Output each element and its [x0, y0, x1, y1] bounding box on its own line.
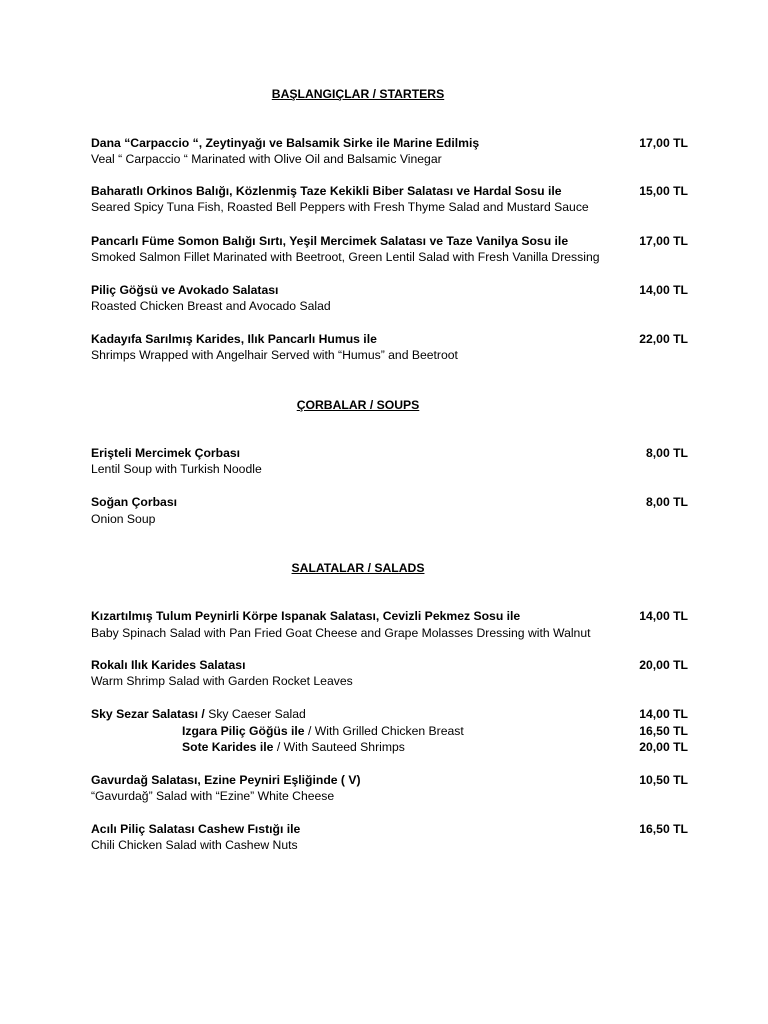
option-name: Izgara Piliç Göğüs ile [182, 724, 305, 738]
menu-item-description: Roasted Chicken Breast and Avocado Salad [91, 299, 331, 313]
menu-item-name: Sky Sezar Salatası / [91, 707, 205, 721]
menu-item-description: Seared Spicy Tuna Fish, Roasted Bell Peppers with Fresh Thyme Salad and Mustard Sauce [91, 200, 589, 214]
menu-item-description: Baby Spinach Salad with Pan Fried Goat Cheese and Grape Molasses Dressing with Walnut [91, 626, 591, 640]
menu-item-name: Gavurdağ Salatası, Ezine Peyniri Eşliğinde ( V) [91, 773, 361, 787]
menu-item-price: 8,00 TL [646, 495, 688, 509]
menu-item-price: 17,00 TL [639, 234, 688, 248]
menu-item-price: 14,00 TL [639, 707, 688, 721]
menu-item-description: Onion Soup [91, 512, 156, 526]
menu-item-price: 17,00 TL [639, 136, 688, 150]
option-price: 16,50 TL [639, 724, 688, 738]
menu-item-sezar [91, 706, 306, 722]
menu-item-description: Smoked Salmon Fillet Marinated with Beetroot, Green Lentil Salad with Fresh Vanilla Dressing [91, 250, 600, 264]
menu-item-price: 8,00 TL [646, 446, 688, 460]
menu-item-name: Piliç Göğsü ve Avokado Salatası [91, 283, 279, 297]
menu-item-name: Kızartılmış Tulum Peynirli Körpe Ispanak Salatası, Cevizli Pekmez Sosu ile [91, 609, 521, 623]
menu-item-price: 16,50 TL [639, 822, 688, 836]
menu-item-option [182, 723, 464, 739]
option-name: Sote Karides ile [182, 740, 274, 754]
menu-item-name: Kadayıfa Sarılmış Karides, Ilık Pancarlı Humus ile [91, 332, 377, 346]
menu-item-price: 15,00 TL [639, 184, 688, 198]
menu-item-price: 14,00 TL [639, 609, 688, 623]
section-heading-starters: BAŞLANGIÇLAR / STARTERS [271, 87, 445, 101]
menu-item-description: Chili Chicken Salad with Cashew Nuts [91, 838, 298, 852]
menu-item-description: Sky Caeser Salad [204, 707, 306, 721]
menu-item-name: Soğan Çorbası [91, 495, 178, 509]
menu-item-price: 20,00 TL [639, 658, 688, 672]
menu-item-description: “Gavurdağ” Salad with “Ezine” White Cheese [91, 789, 335, 803]
option-description: / With Sauteed Shrimps [273, 740, 405, 754]
menu-item-name: Rokalı Ilık Karides Salatası [91, 658, 246, 672]
menu-item-name: Baharatlı Orkinos Balığı, Közlenmiş Taze Kekikli Biber Salatası ve Hardal Sosu ile [91, 184, 562, 198]
menu-item-name: Acılı Piliç Salatası Cashew Fıstığı ile [91, 822, 301, 836]
menu-item-description: Lentil Soup with Turkish Noodle [91, 462, 262, 476]
menu-item-description: Warm Shrimp Salad with Garden Rocket Leaves [91, 674, 353, 688]
menu-item-price: 22,00 TL [639, 332, 688, 346]
menu-item-name: Erişteli Mercimek Çorbası [91, 446, 241, 460]
menu-item-price: 10,50 TL [639, 773, 688, 787]
option-description: / With Grilled Chicken Breast [304, 724, 464, 738]
menu-item-option [182, 739, 405, 755]
menu-item-price: 14,00 TL [639, 283, 688, 297]
section-heading-soups: ÇORBALAR / SOUPS [296, 398, 420, 412]
menu-item-description: Veal “ Carpaccio “ Marinated with Olive Oil and Balsamic Vinegar [91, 152, 442, 166]
section-heading-salads: SALATALAR / SALADS [291, 561, 425, 575]
option-price: 20,00 TL [639, 740, 688, 754]
menu-item-description: Shrimps Wrapped with Angelhair Served with “Humus” and Beetroot [91, 348, 458, 362]
menu-item-name: Dana “Carpaccio “, Zeytinyağı ve Balsamik Sirke ile Marine Edilmiş [91, 136, 480, 150]
menu-item-name: Pancarlı Füme Somon Balığı Sırtı, Yeşil Mercimek Salatası ve Taze Vanilya Sosu ile [91, 234, 569, 248]
